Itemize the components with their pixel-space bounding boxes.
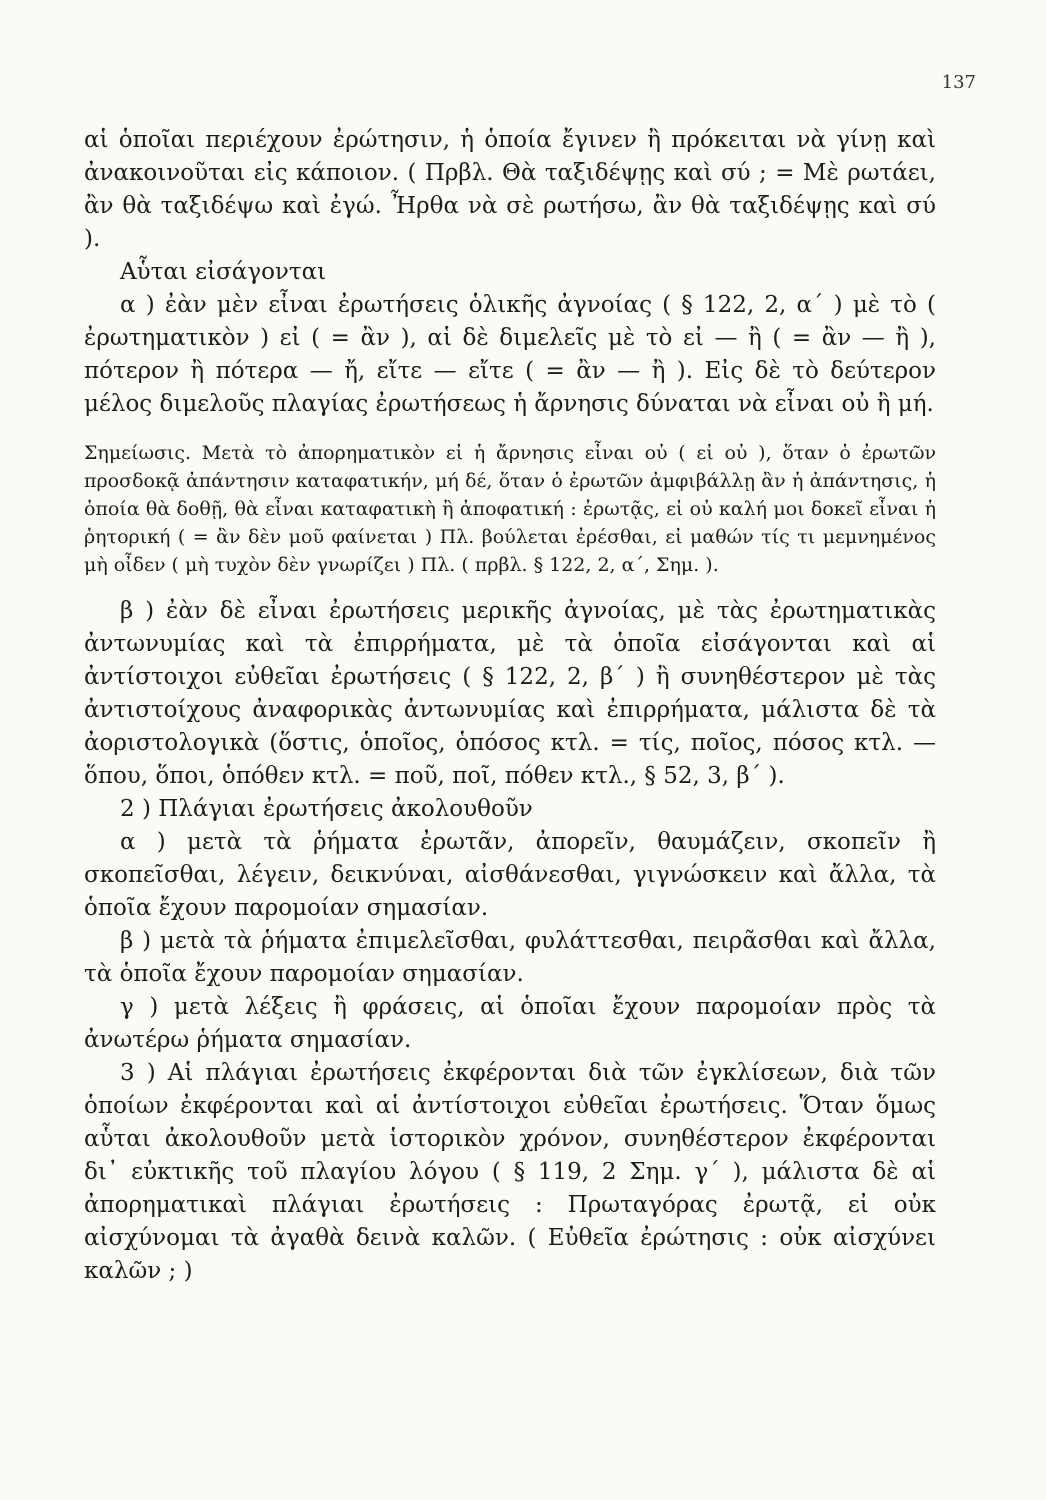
- list-item-beta: β ) ἐὰν δὲ εἶναι ἐρωτήσεις μερικῆς ἀγνοίας, μὲ τὰς ἐρωτηματικὰς ἀντωνυμίας καὶ τὰ ἐπιρρήματα, μὲ τὰ ὁποῖα εἰσάγονται καὶ αἱ ἀντίστοιχοι εὐθεῖαι ἐρωτήσεις ( § 122, 2, β΄ ) ἢ συνηθέστερον μὲ τὰς ἀντιστοίχους ἀναφορικὰς ἀντωνυμίας καὶ ἐπιρρήματα, μάλιστα δὲ τὰ ἀοριστολογικὰ (ὅστις, ὁποῖος, ὁπόσος κτλ. = τίς, ποῖος, πόσος κτλ. — ὅπου, ὅποι, ὁπόθεν κτλ. = ποῦ, ποῖ, πόθεν κτλ., § 52, 3, β΄ ).: [84, 598, 936, 789]
- paragraph-continuation: αἱ ὁποῖαι περιέχουν ἐρώτησιν, ἡ ὁποία ἔγινεν ἢ πρόκειται νὰ γίνῃ καὶ ἀνακοινοῦται εἰς κάποιον. ( Πρβλ. Θὰ ταξιδέψῃς καὶ σύ ; = Μὲ ρωτάει, ἂν θὰ ταξιδέψω καὶ ἐγώ. Ἦρθα νὰ σὲ ρωτήσω, ἂν θὰ ταξιδέψῃς καὶ σύ ).: [84, 127, 936, 252]
- section-3-paragraph: 3 ) Αἱ πλάγιαι ἐρωτήσεις ἐκφέρονται διὰ τῶν ἐγκλίσεων, διὰ τῶν ὁποίων ἐκφέρονται καὶ αἱ ἀντίστοιχοι εὐθεῖαι ἐρωτήσεις. Ὅταν ὅμως αὗται ἀκολουθοῦν μετὰ ἱστορικὸν χρόνον, συνηθέστερον ἐκφέρονται δι᾽ εὐκτικῆς τοῦ πλαγίου λόγου ( § 119, 2 Σημ. γ΄ ), μάλιστα δὲ αἱ ἀπορηματικαὶ πλάγιαι ἐρωτήσεις : Πρωταγόρας ἐρωτᾷ, εἰ οὐκ αἰσχύνομαι τὰ ἀγαθὰ δεινὰ καλῶν. ( Εὐθεῖα ἐρώτησις : οὐκ αἰσχύνει καλῶν ; ): [84, 1060, 936, 1284]
- list-item-2-alpha: α ) μετὰ τὰ ῥήματα ἐρωτᾶν, ἀπορεῖν, θαυμάζειν, σκοπεῖν ἢ σκοπεῖσθαι, λέγειν, δεικνύναι, αἰσθάνεσθαι, γιγνώσκειν καὶ ἄλλα, τὰ ὁποῖα ἔχουν παρομοίαν σημασίαν.: [84, 829, 936, 921]
- list-item-alpha: α ) ἐὰν μὲν εἶναι ἐρωτήσεις ὁλικῆς ἀγνοίας ( § 122, 2, α΄ ) μὲ τὸ ( ἐρωτηματικὸν ) εἰ ( = ἂν ), αἱ δὲ διμελεῖς μὲ τὸ εἰ — ἢ ( = ἂν — ἢ ), πότερον ἢ πότερα — ἤ, εἴτε — εἴτε ( = ἂν — ἢ ). Εἰς δὲ τὸ δεύτερον μέλος διμελοῦς πλαγίας ἐρωτήσεως ἡ ἄρνησις δύναται νὰ εἶναι οὐ ἢ μή.: [84, 292, 936, 417]
- paragraph-intro: Αὗται εἰσάγονται: [120, 259, 327, 285]
- section-2-heading: 2 ) Πλάγιαι ἐρωτήσεις ἀκολουθοῦν: [120, 796, 533, 822]
- note-semeiosis: Σημείωσις. Μετὰ τὸ ἀπορηματικὸν εἰ ἡ ἄρνησις εἶναι οὐ ( εἰ οὐ ), ὅταν ὁ ἐρωτῶν προσδοκᾷ ἀπάντησιν καταφατικήν, μή δέ, ὅταν ὁ ἐρωτῶν ἀμφιβάλλῃ ἂν ἡ ἀπάντησις, ἡ ὁποία θὰ δοθῇ, θὰ εἶναι καταφατικὴ ἢ ἀποφατική : ἐρωτᾷς, εἰ οὐ καλή μοι δοκεῖ εἶναι ἡ ῥητορική ( = ἂν δὲν μοῦ φαίνεται ) Πλ. βούλεται ἐρέσθαι, εἰ μαθών τίς τι μεμνημένος μὴ οἶδεν ( μὴ τυχὸν δὲν γνωρίζει ) Πλ. ( πρβλ. § 122, 2, α΄, Σημ. ).: [84, 442, 936, 576]
- page-body: [84, 124, 936, 1288]
- page-number: 137: [941, 72, 976, 93]
- list-item-2-beta: β ) μετὰ τὰ ῥήματα ἐπιμελεῖσθαι, φυλάττεσθαι, πειρᾶσθαι καὶ ἄλλα, τὰ ὁποῖα ἔχουν παρομοίαν σημασίαν.: [84, 928, 936, 987]
- list-item-2-gamma: γ ) μετὰ λέξεις ἢ φράσεις, αἱ ὁποῖαι ἔχουν παρομοίαν πρὸς τὰ ἀνωτέρω ῥήματα σημασίαν.: [84, 994, 936, 1053]
